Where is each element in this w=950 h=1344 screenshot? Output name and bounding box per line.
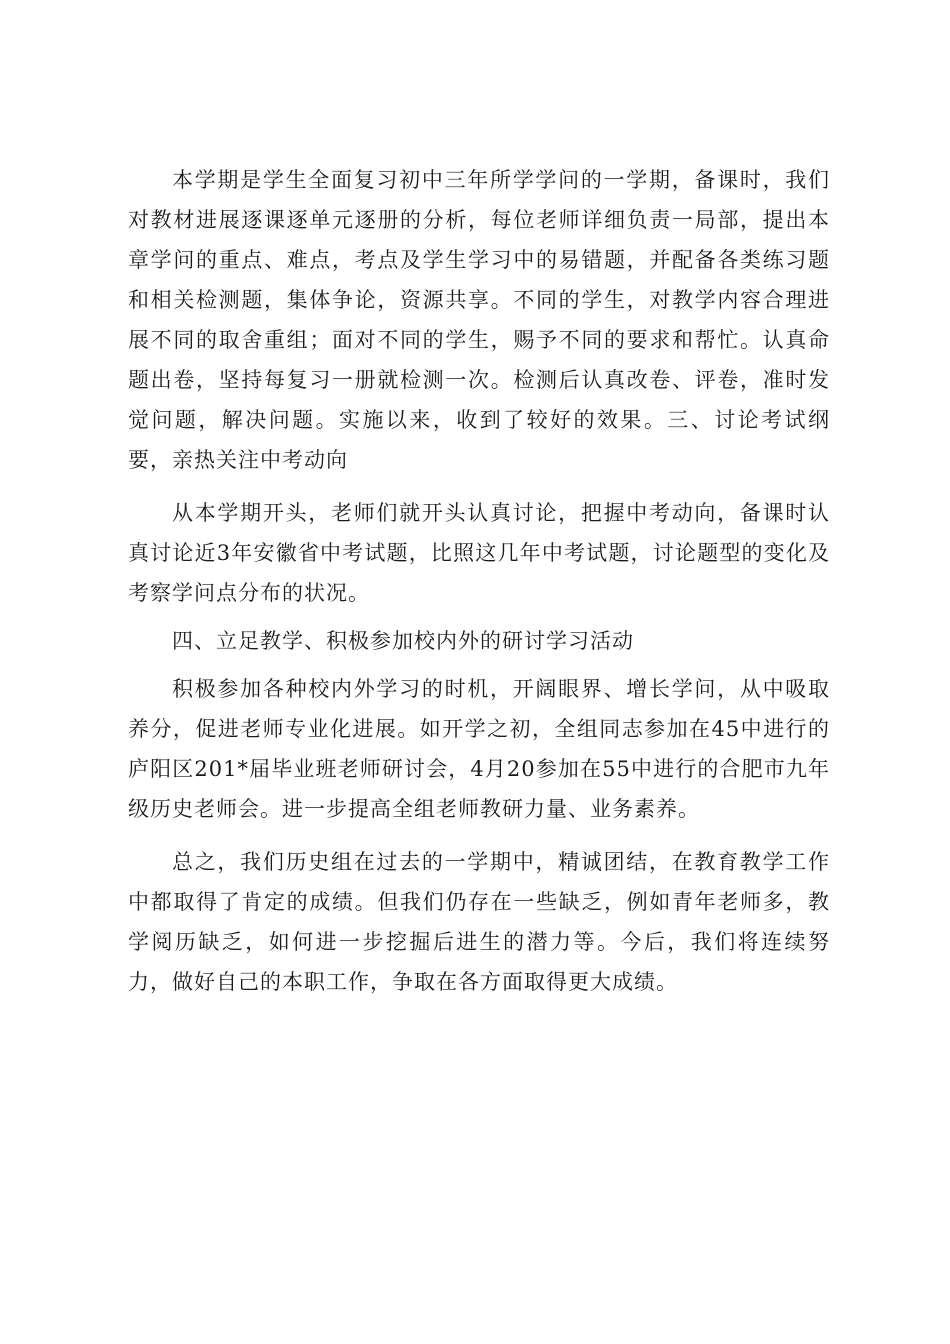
paragraph-review-plan: 本学期是学生全面复习初中三年所学学问的一学期，备课时，我们对教材进展逐课逐单元逐册的分析，每位老师详细负责一局部，提出本章学问的重点、难点，考点及学生学习中的易错题，并配备各类练习题和相关检测题，集体争论，资源共享。不同的学生，对教学内容合理进展不同的取舍重组；面对不同的学生，赐予不同的要求和帮忙。认真命题出卷，坚持每复习一册就检测一次。检测后认真改卷、评卷，准时发觉问题，解决问题。实施以来，收到了较好的效果。三、讨论考试纲要，亲热关注中考动向 [128, 168, 830, 472]
paragraph-conclusion: 总之，我们历史组在过去的一学期中，精诚团结，在教育教学工作中都取得了肯定的成绩。但我们仍存在一些缺乏，例如青年老师多，教学阅历缺乏，如何进一步挖掘后进生的潜力等。今后，我们将连续努力，做好自己的本职工作，争取在各方面取得更大成绩。 [128, 850, 830, 994]
paragraph-study-activities: 积极参加各种校内外学习的时机，开阔眼界、增长学问，从中吸取养分，促进老师专业化进展。如开学之初，全组同志参加在45中进行的庐阳区201*届毕业班老师研讨会，4月20参加在55中进行的合肥市九年级历史老师会。进一步提高全组老师教研力量、业务素养。 [128, 677, 830, 821]
paragraph-section-heading: 四、立足教学、积极参加校内外的研讨学习活动 [172, 629, 634, 653]
paragraph-exam-research: 从本学期开头，老师们就开头认真讨论，把握中考动向，备课时认真讨论近3年安徽省中考试题，比照这几年中考试题，讨论题型的变化及考察学问点分布的状况。 [128, 501, 830, 605]
document-body [128, 160, 830, 1015]
